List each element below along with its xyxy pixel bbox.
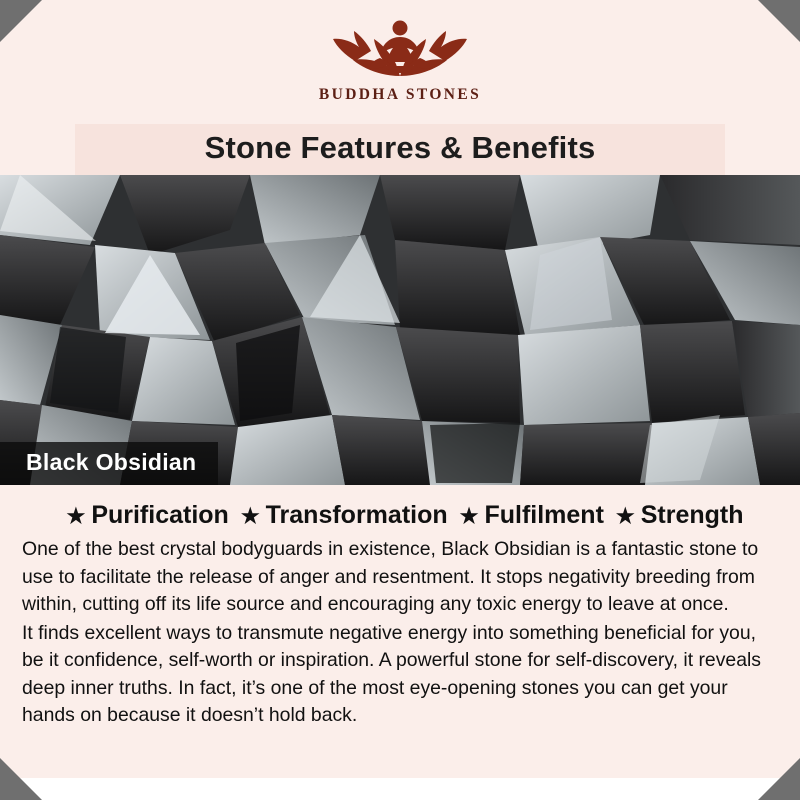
star-icon: ★ bbox=[615, 505, 635, 528]
description-paragraph-2: It finds excellent ways to transmute negative energy into something beneficial for you, be it confidence, self-worth or inspiration. A powerful stone for self-discovery, it reveals deep inner truths. In fact, it’s one of the most eye-opening stones you can get your hands on because it doesn’t hold back. bbox=[22, 621, 761, 727]
corner-decoration-top-right bbox=[758, 0, 800, 42]
keyword-transformation: Transformation bbox=[265, 501, 448, 529]
hero-image bbox=[0, 175, 800, 485]
page-title: Stone Features & Benefits bbox=[204, 130, 596, 165]
brand-name: BUDDHA STONES bbox=[318, 86, 482, 103]
hero-caption: Black Obsidian bbox=[0, 442, 218, 485]
star-icon: ★ bbox=[66, 505, 86, 528]
keyword-fulfilment: Fulfilment bbox=[484, 501, 604, 529]
description-paragraph-1: One of the best crystal bodyguards in existence, Black Obsidian is a fantastic stone to use to facilitate the release of anger and resentment. It stops negativity breeding from within, cutting off its life source and encouraging any toxic energy to leave at once. bbox=[22, 538, 759, 616]
section-title-band bbox=[75, 124, 725, 175]
footer-strip bbox=[0, 778, 800, 800]
brand-header bbox=[0, 0, 800, 120]
keyword-list bbox=[22, 501, 778, 530]
corner-decoration-top-left bbox=[0, 0, 42, 42]
star-icon: ★ bbox=[240, 505, 260, 528]
corner-decoration-bottom-left bbox=[0, 758, 42, 800]
corner-decoration-bottom-right bbox=[758, 758, 800, 800]
content-section bbox=[0, 485, 800, 800]
keyword-purification: Purification bbox=[91, 501, 229, 529]
keyword-strength: Strength bbox=[640, 501, 744, 529]
lotus-meditation-figure-icon bbox=[325, 14, 475, 84]
star-icon: ★ bbox=[459, 505, 479, 528]
